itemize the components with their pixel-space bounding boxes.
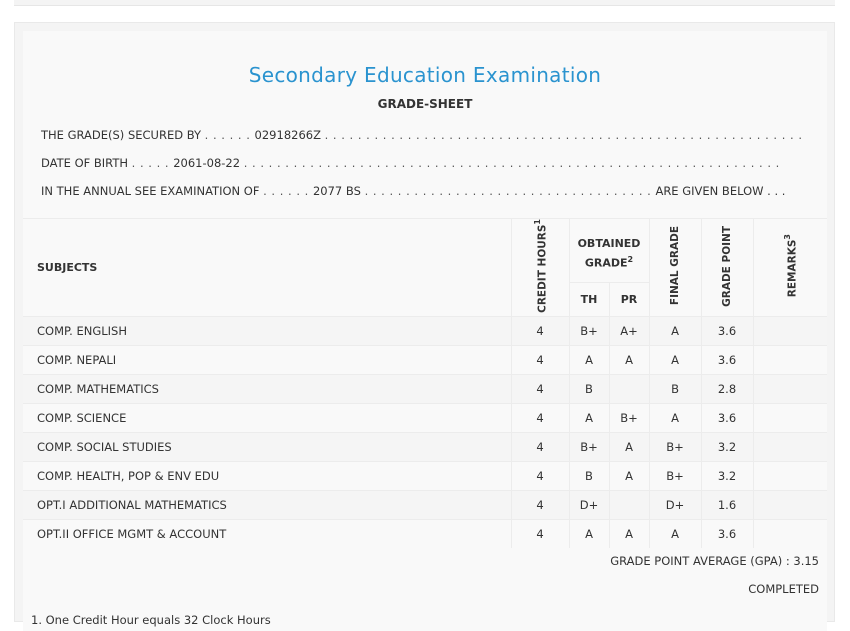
subject-cell: OPT.I ADDITIONAL MATHEMATICS (23, 490, 511, 519)
th-cell: B+ (569, 432, 609, 461)
subject-cell: COMP. HEALTH, POP & ENV EDU (23, 461, 511, 490)
remarks-cell (753, 490, 827, 519)
table-row (23, 519, 827, 548)
exam-label: IN THE ANNUAL SEE EXAMINATION OF (41, 184, 260, 198)
credit-cell: 4 (511, 403, 569, 432)
th-cell: D+ (569, 490, 609, 519)
gp-cell: 3.6 (701, 519, 753, 548)
header-subjects: SUBJECTS (23, 219, 511, 317)
exam-line: IN THE ANNUAL SEE EXAMINATION OF . . . . . . 2077 BS . . . . . . . . . . . . . . . . . . . . . . . . . . . . . . . . . . . ARE GIVEN BELOW . . . (41, 184, 786, 198)
subject-cell: COMP. MATHEMATICS (23, 374, 511, 403)
pr-cell: A (609, 519, 649, 548)
header-obtained-grade: OBTAINED GRADE$^2$ (569, 219, 649, 283)
credit-cell: 4 (511, 374, 569, 403)
grade-sheet-card (14, 22, 835, 627)
gp-cell: 1.6 (701, 490, 753, 519)
dob-value: 2061-08-22 (173, 156, 241, 170)
top-strip (14, 0, 835, 6)
final-cell: A (649, 316, 701, 345)
final-cell: A (649, 403, 701, 432)
gp-cell: 3.6 (701, 403, 753, 432)
th-cell: B+ (569, 316, 609, 345)
remarks-cell (753, 519, 827, 548)
status-text: COMPLETED (748, 582, 819, 596)
exam-title: Secondary Education Examination (248, 63, 602, 87)
credit-cell: 4 (511, 461, 569, 490)
gp-cell: 3.2 (701, 461, 753, 490)
subject-cell: COMP. SOCIAL STUDIES (23, 432, 511, 461)
header-grade-point: GRADE POINT (701, 219, 753, 317)
table-row (23, 316, 827, 345)
final-cell: A (649, 519, 701, 548)
pr-cell (609, 490, 649, 519)
pr-cell: B+ (609, 403, 649, 432)
sheet-title: GRADE-SHEET (377, 97, 473, 111)
table-row (23, 490, 827, 519)
pr-cell: A (609, 432, 649, 461)
subject-cell: OPT.II OFFICE MGMT & ACCOUNT (23, 519, 511, 548)
header-credit-hours: CREDIT HOURS$^1$ (511, 219, 569, 317)
gp-cell: 2.8 (701, 374, 753, 403)
pr-cell (609, 374, 649, 403)
remarks-cell (753, 403, 827, 432)
th-cell: A (569, 403, 609, 432)
th-cell: B (569, 374, 609, 403)
secured-by-line: THE GRADE(S) SECURED BY . . . . . . 02918266Z . . . . . . . . . . . . . . . . . . . . . . . . . . . . . . . . . . . . . . . . . . . . . . . . . . . . . . . . . . (41, 128, 803, 142)
final-cell: B (649, 374, 701, 403)
secured-by-label: THE GRADE(S) SECURED BY (41, 128, 202, 142)
gp-cell: 3.2 (701, 432, 753, 461)
final-cell: A (649, 345, 701, 374)
table-row (23, 374, 827, 403)
th-cell: A (569, 519, 609, 548)
pr-cell: A (609, 345, 649, 374)
credit-cell: 4 (511, 490, 569, 519)
footnote: 1. One Credit Hour equals 32 Clock Hours (31, 613, 271, 627)
exam-year: 2077 BS (312, 184, 361, 198)
credit-cell: 4 (511, 316, 569, 345)
remarks-cell (753, 461, 827, 490)
table-row (23, 432, 827, 461)
remarks-cell (753, 345, 827, 374)
dob-label: DATE OF BIRTH (41, 156, 129, 170)
subject-cell: COMP. SCIENCE (23, 403, 511, 432)
pr-cell: A (609, 461, 649, 490)
dob-line: DATE OF BIRTH . . . . . 2061-08-22 . . . . . . . . . . . . . . . . . . . . . . . . . . . . . . . . . . . . . . . . . . . . . . . . . . . . . . . . . . . . . . . . . (41, 156, 780, 170)
table-row (23, 403, 827, 432)
grade-sheet-body (23, 31, 827, 631)
remarks-cell (753, 374, 827, 403)
th-cell: A (569, 345, 609, 374)
remarks-cell (753, 316, 827, 345)
header-pr: PR (609, 283, 649, 316)
subject-cell: COMP. NEPALI (23, 345, 511, 374)
final-cell: B+ (649, 432, 701, 461)
th-cell: B (569, 461, 609, 490)
header-remarks: REMARKS$^3$ (753, 219, 827, 317)
table-row (23, 345, 827, 374)
final-cell: B+ (649, 461, 701, 490)
exam-suffix: ARE GIVEN BELOW . . . (655, 184, 786, 198)
final-cell: D+ (649, 490, 701, 519)
pr-cell: A+ (609, 316, 649, 345)
symbol-number: 02918266Z (254, 128, 321, 142)
credit-cell: 4 (511, 345, 569, 374)
credit-cell: 4 (511, 432, 569, 461)
gpa-summary: GRADE POINT AVERAGE (GPA) : 3.15 (610, 554, 819, 568)
subject-cell: COMP. ENGLISH (23, 316, 511, 345)
grades-table (23, 218, 827, 548)
header-final-grade: FINAL GRADE (649, 219, 701, 317)
header-th: TH (569, 283, 609, 316)
table-row (23, 461, 827, 490)
credit-cell: 4 (511, 519, 569, 548)
gp-cell: 3.6 (701, 345, 753, 374)
remarks-cell (753, 432, 827, 461)
gp-cell: 3.6 (701, 316, 753, 345)
